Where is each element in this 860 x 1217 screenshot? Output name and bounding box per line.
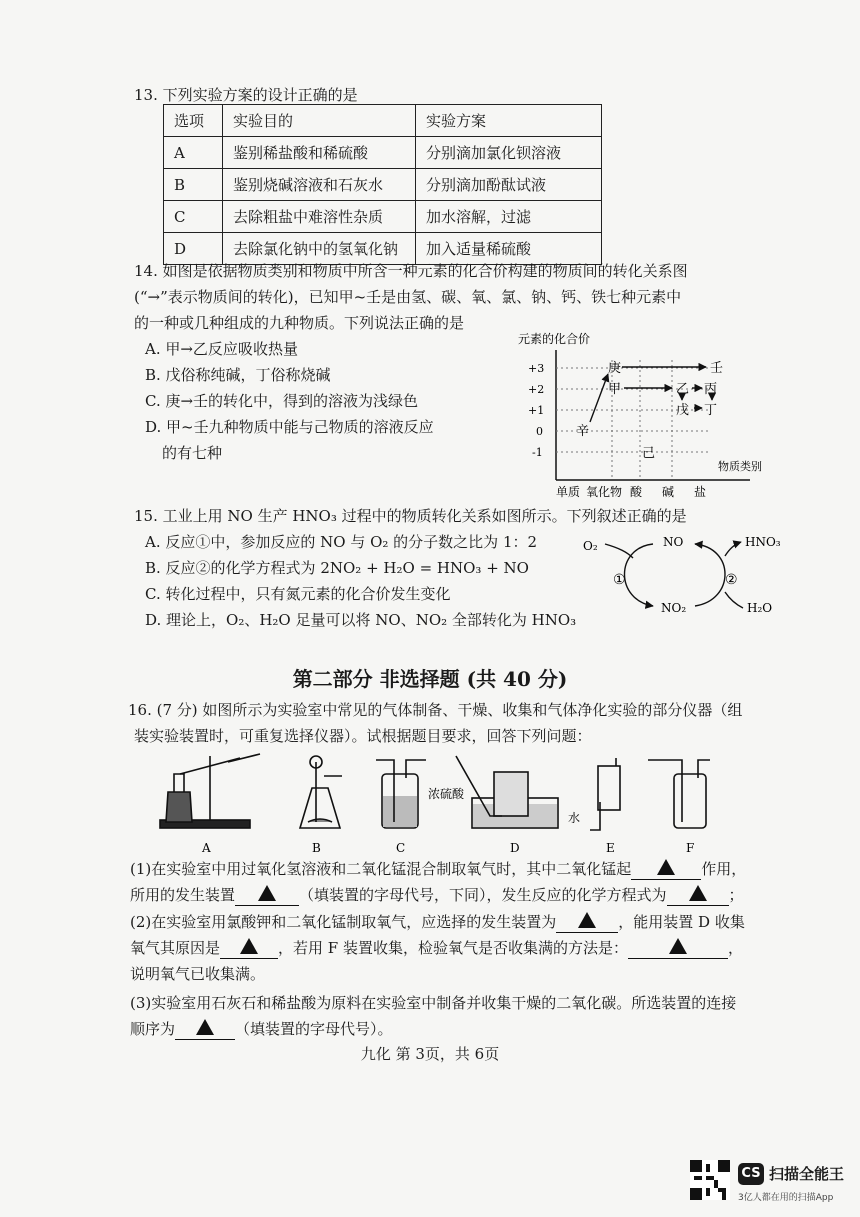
q16-text: 顺序为 [130, 1020, 176, 1038]
part2-heading: 第二部分 非选择题 (共 40 分) [292, 667, 568, 691]
triangle-icon [689, 885, 707, 901]
apparatus-d [456, 756, 558, 828]
point-ren: 壬 [710, 361, 724, 376]
answer-blank[interactable] [220, 938, 278, 959]
table-cell: A [164, 137, 223, 169]
label-o2: O₂ [583, 539, 598, 553]
q16-text: ，能用装置 D 收集 [618, 913, 745, 931]
table-header: 选项 [164, 105, 223, 137]
point-jia: 甲 [608, 382, 622, 397]
q14-option-a: A. 甲→乙反应吸收热量 [145, 340, 298, 358]
table-cell: 分别滴加氯化钡溶液 [416, 137, 602, 169]
triangle-icon [258, 885, 276, 901]
y-axis-label: 元素的化合价 [518, 332, 591, 346]
q16-line2: 装实验装置时，可重复选择仪器）。试根据题目要求，回答下列问题： [134, 727, 592, 745]
tick-label: 碱 [662, 485, 675, 499]
label-d-water: 水 [568, 811, 581, 825]
table-row [164, 137, 602, 169]
q16-text: （填装置的字母代号，下同），发生反应的化学方程式为 [299, 886, 667, 904]
q16-text: (2)在实验室用氯酸钾和二氧化锰制取氧气，应选择的发生装置为 [130, 913, 557, 931]
table-cell: 去除氯化钠中的氢氧化钠 [223, 233, 416, 265]
x-axis-label: 物质类别 [718, 460, 762, 473]
q14-line3: 的一种或几种组成的九种物质。下列说法正确的是 [134, 314, 465, 332]
label-reaction-1: ① [613, 572, 626, 588]
table-cell: B [164, 169, 223, 201]
label-b: B [312, 841, 321, 854]
triangle-icon [578, 912, 596, 928]
triangle-icon [196, 1019, 214, 1035]
point-geng: 庚 [608, 361, 622, 376]
q14-option-d: D. 甲~壬九种物质中能与己物质的溶液反应 [145, 418, 434, 436]
table-row [164, 169, 602, 201]
label-no: NO [663, 535, 684, 549]
table-cell: C [164, 201, 223, 233]
answer-blank[interactable] [628, 938, 728, 959]
q15-option-d: D. 理论上，O₂、H₂O 足量可以将 NO、NO₂ 全部转化为 HNO₃ [145, 611, 577, 629]
scanner-tagline: 3亿人都在用的扫描App [738, 1193, 834, 1203]
table-row [164, 201, 602, 233]
tick-label: 盐 [694, 485, 707, 499]
apparatus-e [590, 758, 620, 830]
hno3-out-line [725, 542, 741, 556]
tick-label: -1 [532, 446, 543, 459]
tick-label: +3 [528, 362, 545, 375]
q16-sub3-line2 [130, 1016, 800, 1042]
scanner-logo: CS [738, 1163, 764, 1185]
label-e: E [606, 841, 615, 854]
point-wu: 戊 [676, 403, 690, 418]
triangle-icon [240, 938, 258, 954]
label-no2: NO₂ [661, 601, 687, 615]
table-cell: 分别滴加酚酞试液 [416, 169, 602, 201]
q16-sub3-line1: (3)实验室用石灰石和稀盐酸为原料在实验室中制备并收集干燥的二氧化碳。所选装置的连接 [130, 994, 737, 1012]
q16-text: 作用， [701, 860, 747, 878]
apparatus-b [300, 756, 342, 828]
tick-label: 单质 [556, 485, 581, 499]
table-cell: 加入适量稀硫酸 [416, 233, 602, 265]
answer-blank[interactable] [667, 885, 729, 906]
tick-label: 氧化物 [586, 485, 623, 499]
o2-join-line [605, 544, 633, 558]
q16-sub2-line1 [130, 909, 800, 935]
q15-line1: 15. 工业上用 NO 生产 HNO₃ 过程中的物质转化关系如图所示。下列叙述正确的是 [134, 507, 687, 525]
tick-label: 0 [536, 425, 543, 438]
apparatus-c [376, 760, 426, 828]
no-cycle-diagram [575, 528, 785, 628]
triangle-icon [657, 859, 675, 875]
q13-table [163, 104, 602, 265]
q16-text: ，若用 F 装置收集，检验氧气是否收集满的方法是： [278, 939, 628, 957]
grid [556, 360, 710, 480]
page-footer: 九化 第 3页，共 6页 [360, 1045, 500, 1063]
q16-text: ， [727, 939, 743, 957]
q16-sub2-line3: 说明氧气已收集满。 [130, 965, 266, 983]
triangle-icon [669, 938, 687, 954]
answer-blank[interactable] [556, 912, 618, 933]
label-d: D [510, 841, 520, 854]
q14-option-d-cont: 的有七种 [162, 444, 223, 462]
answer-blank[interactable] [175, 1019, 235, 1040]
q16-text: 氧气其原因是 [130, 939, 221, 957]
table-cell: 鉴别稀盐酸和稀硫酸 [223, 137, 416, 169]
point-xin: 辛 [576, 424, 590, 439]
table-header-row [164, 105, 602, 137]
q16-sub1-line1 [130, 856, 800, 882]
scanner-name: 扫描全能王 [769, 1165, 845, 1183]
q16-sub2-line2 [130, 935, 800, 961]
q14-option-c: C. 庚→壬的转化中，得到的溶液为浅绿色 [145, 392, 419, 410]
table-cell: 去除粗盐中难溶性杂质 [223, 201, 416, 233]
table-header: 实验方案 [416, 105, 602, 137]
q15-option-c: C. 转化过程中，只有氮元素的化合价发生变化 [145, 585, 451, 603]
label-c: C [396, 841, 406, 854]
reaction-1-arrow [625, 544, 654, 606]
point-ding: 丁 [704, 403, 718, 418]
q14-line1: 14. 如图是依据物质类别和物质中所含一种元素的化合价构建的物质间的转化关系图 [134, 262, 688, 280]
label-c-acid: 浓硫酸 [428, 787, 465, 801]
apparatus-a [160, 754, 260, 828]
label-hno3: HNO₃ [745, 535, 781, 549]
tick-label: 酸 [630, 485, 643, 499]
qr-code-icon [690, 1160, 730, 1200]
point-yi: 乙 [676, 382, 690, 397]
q16-sub1-line2 [130, 882, 800, 908]
reaction-2-arrow [695, 544, 725, 606]
q14-line2: (“→”表示物质间的转化)，已知甲~壬是由氢、碳、氧、氯、钠、钙、铁七种元素中 [134, 288, 682, 306]
apparatus-f [648, 760, 710, 828]
tick-label: +1 [528, 404, 545, 417]
label-a: A [202, 841, 211, 854]
q16-line1: 16. (7 分) 如图所示为实验室中常见的气体制备、干燥、收集和气体净化实验的部分仪器（组 [128, 701, 743, 719]
q16-text: ； [728, 886, 744, 904]
table-cell: 加水溶解，过滤 [416, 201, 602, 233]
point-bing: 丙 [704, 382, 718, 397]
label-f: F [686, 841, 695, 854]
h2o-join-line [725, 592, 743, 608]
tick-label: +2 [528, 383, 545, 396]
q15-option-a: A. 反应①中，参加反应的 NO 与 O₂ 的分子数之比为 1：2 [145, 533, 538, 551]
q16-text: 所用的发生装置 [130, 886, 236, 904]
q15-option-b: B. 反应②的化学方程式为 2NO₂ + H₂O = HNO₃ + NO [145, 559, 529, 577]
label-h2o: H₂O [747, 601, 773, 615]
table-header: 实验目的 [223, 105, 416, 137]
q13-stem: 13. 下列实验方案的设计正确的是 [134, 86, 358, 104]
q16-text: (1)在实验室中用过氧化氢溶液和二氧化锰混合制取氧气时，其中二氧化锰起 [130, 860, 632, 878]
label-reaction-2: ② [725, 572, 738, 588]
answer-blank[interactable] [235, 885, 299, 906]
q14-option-b: B. 戊俗称纯碱，丁俗称烧碱 [145, 366, 331, 384]
table-cell: 鉴别烧碱溶液和石灰水 [223, 169, 416, 201]
table-cell: D [164, 233, 223, 265]
valence-diagram [510, 330, 780, 500]
point-ji: 己 [642, 446, 656, 461]
q16-text: （填装置的字母代号）。 [235, 1020, 393, 1038]
apparatus-figure [150, 752, 740, 854]
answer-blank[interactable] [631, 859, 701, 880]
